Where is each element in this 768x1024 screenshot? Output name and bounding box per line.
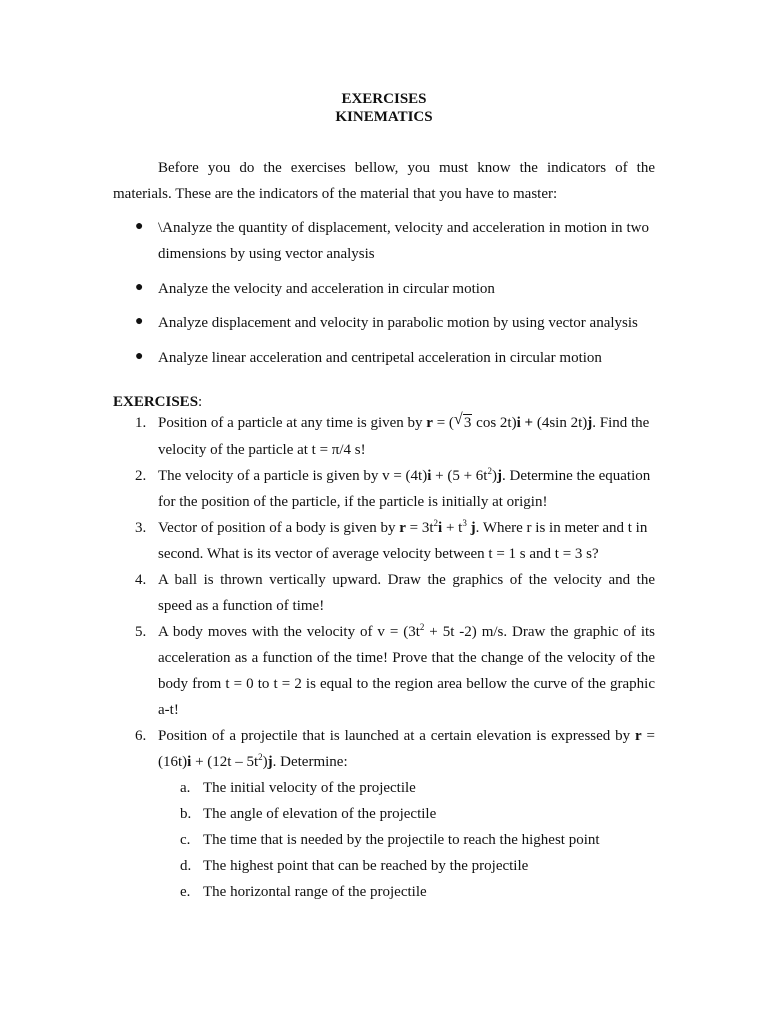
exercise-5-line-2: acceleration as a function of the time! Prove that the change of the velocity of the bbox=[158, 650, 655, 666]
exercise-2-line-2: for the position of the particle, if the particle is initially at origin! bbox=[158, 494, 548, 510]
subitem-e-text: The horizontal range of the projectile bbox=[203, 884, 427, 900]
page-subtitle: KINEMATICS bbox=[335, 109, 433, 125]
subitem-a-text: The initial velocity of the projectile bbox=[203, 780, 416, 796]
square-root-icon: √ 3 bbox=[453, 411, 472, 431]
bullet-icon: ● bbox=[135, 349, 144, 364]
indicator-4: Analyze linear acceleration and centripetal acceleration in circular motion bbox=[158, 350, 602, 366]
intro-line-1: Before you do the exercises bellow, you must know the indicators of the bbox=[158, 160, 655, 176]
subitem-b-text: The angle of elevation of the projectile bbox=[203, 806, 437, 822]
exercise-1-line-2: velocity of the particle at t = π/4 s! bbox=[158, 442, 366, 458]
exercise-1-number: 1. bbox=[135, 415, 147, 431]
exercise-6-number: 6. bbox=[135, 728, 147, 744]
subitem-d-text: The highest point that can be reached by the projectile bbox=[203, 858, 529, 874]
exercise-5-line-3: body from t = 0 to t = 2 is equal to the region area bellow the curve of the graphic bbox=[158, 676, 655, 692]
exercises-heading: EXERCISES: bbox=[113, 394, 203, 410]
indicator-1-line-2: dimensions by using vector analysis bbox=[158, 246, 375, 262]
exercise-2-number: 2. bbox=[135, 468, 147, 484]
indicator-3: Analyze displacement and velocity in parabolic motion by using vector analysis bbox=[158, 315, 638, 331]
exercise-5-line-4: a-t! bbox=[158, 702, 179, 718]
intro-line-2: materials. These are the indicators of the material that you have to master: bbox=[113, 186, 558, 202]
exercise-6-line-1: Position of a projectile that is launched at a certain elevation is expressed by r = bbox=[158, 728, 655, 744]
subitem-a-letter: a. bbox=[180, 780, 191, 796]
subitem-c-text: The time that is needed by the projectile to reach the highest point bbox=[203, 832, 600, 848]
subitem-b-letter: b. bbox=[180, 806, 192, 822]
bullet-icon: ● bbox=[135, 219, 144, 234]
exercise-3-number: 3. bbox=[135, 520, 147, 536]
indicator-1-line-1: \Analyze the quantity of displacement, velocity and acceleration in motion in two bbox=[158, 220, 649, 236]
indicator-2: Analyze the velocity and acceleration in circular motion bbox=[158, 281, 495, 297]
subitem-e-letter: e. bbox=[180, 884, 191, 900]
exercise-5-line-1: A body moves with the velocity of $v = (3t^2 + 5t$ -2) m/s. Draw the graphic of its bbox=[158, 622, 656, 640]
bullet-icon: ● bbox=[135, 280, 144, 295]
exercise-3-line-2: second. What is its vector of average velocity between t = 1 s and t = 3 s? bbox=[158, 546, 599, 562]
exercise-6-line-2: $(16t)i + (12t - 5t^2)j$. Determine: bbox=[158, 752, 348, 770]
exercise-4-number: 4. bbox=[135, 572, 147, 588]
exercise-2-line-1: The velocity of a particle is given by $v = (4t)i + (5 + 6t^2)j$. Determine the equation bbox=[158, 466, 651, 484]
subitem-c-letter: c. bbox=[180, 832, 191, 848]
subitem-d-letter: d. bbox=[180, 858, 192, 874]
exercise-5-number: 5. bbox=[135, 624, 147, 640]
exercise-4-line-1: A ball is thrown vertically upward. Draw the graphics of the velocity and the bbox=[158, 572, 655, 588]
exercise-4-line-2: speed as a function of time! bbox=[158, 598, 325, 614]
exercise-1-line-1: Position of a particle at any time is given by r = ( √ 3 cos 2t)i + (4sin 2t)j. Find the bbox=[158, 411, 650, 431]
bullet-icon: ● bbox=[135, 314, 144, 329]
exercise-3-line-1: Vector of position of a body is given by $r = 3t^2i + t^3$ j. Where r is in meter and t in bbox=[158, 518, 648, 536]
page-title: EXERCISES bbox=[341, 91, 427, 107]
